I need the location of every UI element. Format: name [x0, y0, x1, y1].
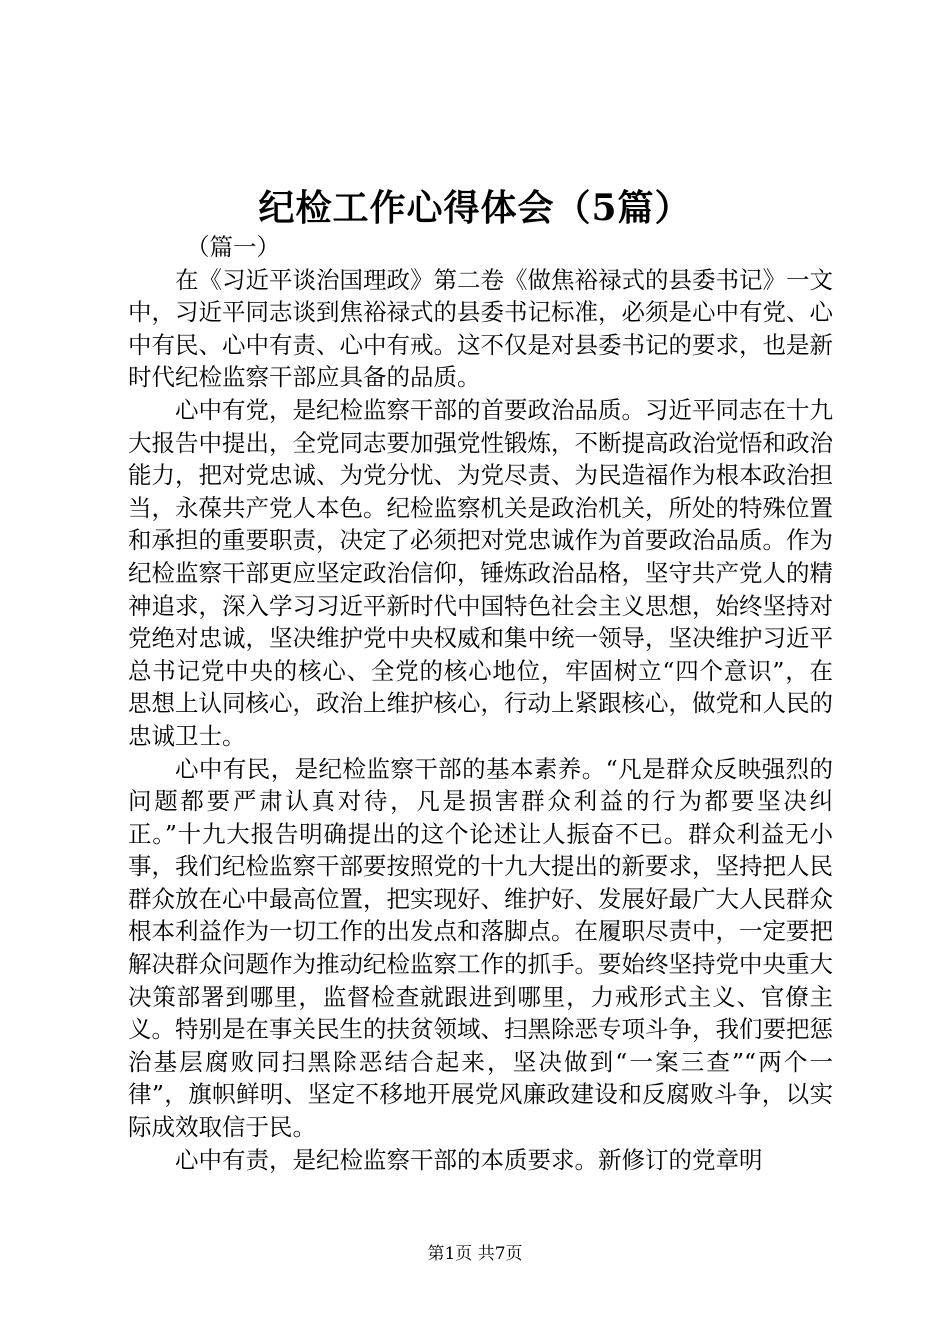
document-body: [128, 231, 833, 1176]
page-indicator: 第1页 共7页: [427, 1244, 523, 1264]
paragraph-intro: 在《习近平谈治国理政》第二卷《做焦裕禄式的县委书记》一文中，习近平同志谈到焦裕禄式的县委书记标准，必须是心中有党、心中有民、心中有责、心中有戒。这不仅是对县委书记的要求，也是新时代纪检监察干部应具备的品质。: [128, 265, 833, 392]
paragraph-responsibility: 心中有责，是纪检监察干部的本质要求。新修订的党章明: [175, 1145, 763, 1174]
section-label: （篇一）: [186, 233, 280, 261]
paragraph-people: 心中有民，是纪检监察干部的基本素养。“凡是群众反映强烈的问题都要严肃认真对待，凡是损害群众利益的行为都要坚决纠正。”十九大报告明确提出的这个论述让人振奋不已。群众利益无小事，我们纪检监察干部要按照党的十九大提出的新要求，坚持把人民群众放在心中最高位置，把实现好、维护好、发展好最广大人民群众根本利益作为一切工作的出发点和落脚点。在履职尽责中，一定要把解决群众问题作为推动纪检监察工作的抓手。要始终坚持党中央重大决策部署到哪里，监督检查就跟进到哪里，力戒形式主义、官僚主义。特别是在事关民生的扶贫领域、扫黑除恶专项斗争，我们要把惩治基层腐败同扫黑除恶结合起来，坚决做到“一案三查”“两个一律”，旗帜鲜明、坚定不移地开展党风廉政建设和反腐败斗争，以实际成效取信于民。: [128, 754, 833, 1142]
paragraph-party: 心中有党，是纪检监察干部的首要政治品质。习近平同志在十九大报告中提出，全党同志要加强党性锻炼，不断提高政治觉悟和政治能力，把对党忠诚、为党分忧、为党尽责、为民造福作为根本政治担当，永葆共产党人本色。纪检监察机关是政治机关，所处的特殊位置和承担的重要职责，决定了必须把对党忠诚作为首要政治品质。作为纪检监察干部更应坚定政治信仰，锤炼政治品格，坚守共产党人的精神追求，深入学习习近平新时代中国特色社会主义思想，始终坚持对党绝对忠诚，坚决维护党中央权威和集中统一领导，坚决维护习近平总书记党中央的核心、全党的核心地位，牢固树立“四个意识”，在思想上认同核心，政治上维护核心，行动上紧跟核心，做党和人民的忠诚卫士。: [128, 395, 833, 750]
document-title: 纪检工作心得体会（5篇）: [258, 187, 692, 229]
